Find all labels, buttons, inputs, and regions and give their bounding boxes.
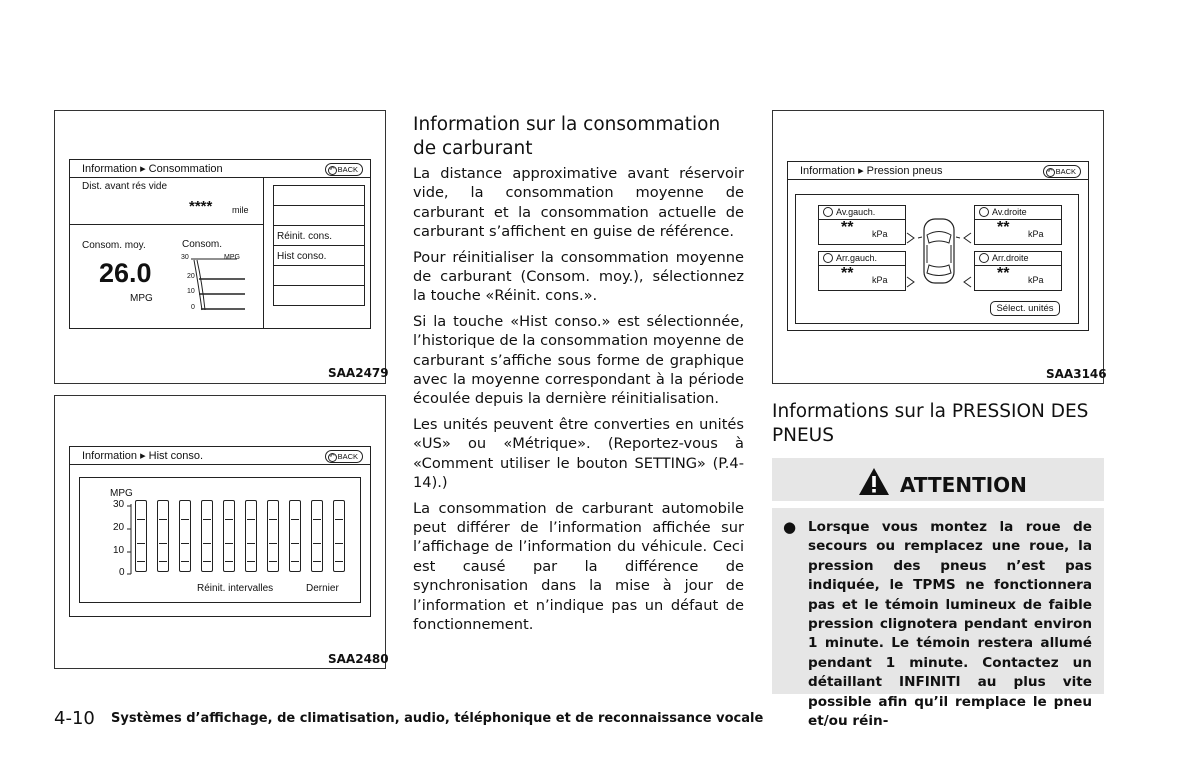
- history-bar: [223, 500, 235, 572]
- consumption-screen: [69, 159, 371, 329]
- back-button[interactable]: ↶ BACK: [325, 450, 363, 463]
- figure-tire-pressure: [772, 110, 1107, 384]
- tire-rear-left: Arr.gauch. ** kPa: [818, 251, 906, 291]
- reset-intervals-label: Réinit. intervalles: [197, 583, 274, 594]
- chapter-title: Systèmes d’affichage, de climatisation, audio, téléphonique et de reconnaissance vocale: [111, 711, 764, 726]
- divider: [70, 464, 370, 465]
- average-label: Consom. moy.: [82, 240, 146, 251]
- current-label: Consom.: [182, 239, 223, 250]
- page-number: 4-10: [54, 708, 95, 729]
- y-tick: 30: [113, 499, 125, 510]
- attention-banner: [772, 458, 1104, 501]
- warning-block: [772, 508, 1104, 730]
- gauge-tick: 20: [187, 273, 195, 280]
- average-unit: MPG: [130, 293, 153, 304]
- history-graph: [79, 477, 361, 603]
- menu-item[interactable]: [273, 185, 365, 206]
- tire-icon: [823, 207, 833, 217]
- history-bar: [157, 500, 169, 572]
- back-button[interactable]: ↶ BACK: [1043, 165, 1081, 178]
- back-arrow-icon: ↶: [1047, 168, 1053, 175]
- back-arrow-icon: ↶: [329, 166, 335, 173]
- divider: [788, 179, 1088, 180]
- tire-icon: [823, 253, 833, 263]
- y-tick: 10: [113, 545, 125, 556]
- y-axis: [124, 502, 132, 576]
- divider: [70, 177, 370, 178]
- distance-value: ****: [189, 198, 213, 215]
- figure-code: SAA3146: [1046, 367, 1107, 381]
- average-value: 26.0: [99, 258, 152, 288]
- gauge-tick: 10: [187, 288, 195, 295]
- y-tick: 20: [113, 522, 125, 533]
- paragraph: Si la touche «Hist conso.» est sélectionnée, l’historique de la consommation moyenne de carburant s’affiche sous forme de graphique avec la moyenne correspondant à la période écoulée depuis la dernière réinitialisation.: [413, 312, 744, 408]
- select-units-button[interactable]: Sélect. unités: [990, 301, 1060, 316]
- distance-unit: mile: [232, 205, 249, 215]
- current-consumption-gauge: [175, 252, 255, 314]
- history-bar: [245, 500, 257, 572]
- tire-rear-right: Arr.droite ** kPa: [974, 251, 1062, 291]
- figure-fuel-consumption: [54, 110, 389, 384]
- history-bar: [179, 500, 191, 572]
- history-bar: [135, 500, 147, 572]
- y-tick: 0: [119, 567, 125, 578]
- menu-item[interactable]: [273, 285, 365, 306]
- warning-triangle-icon: [858, 467, 890, 496]
- figure-code: SAA2480: [328, 652, 389, 666]
- attention-label: ATTENTION: [900, 473, 1027, 497]
- section-heading: Information sur la consommation de carburant: [413, 114, 721, 159]
- screen-title: Information ▸ Pression pneus: [800, 165, 943, 177]
- y-axis-unit: MPG: [110, 488, 133, 499]
- paragraph: Pour réinitialiser la consommation moyenne de carburant (Consom. moy.), sélectionnez la touche «Réinit. cons.».: [413, 248, 744, 305]
- distance-label: Dist. avant rés vide: [82, 181, 168, 192]
- section-heading: Informations sur la PRESSION DES PNEUS: [772, 401, 1089, 446]
- reset-consumption-button[interactable]: Réinit. cons.: [273, 225, 365, 246]
- history-button[interactable]: Hist conso.: [273, 245, 365, 266]
- divider: [263, 177, 264, 328]
- history-bar: [333, 500, 345, 572]
- gauge-tick: 0: [191, 304, 195, 311]
- paragraph: La distance approximative avant réservoir vide, la consommation moyenne de carburant et la consommation actuelle de carburant s’affichent en guise de référence.: [413, 165, 744, 241]
- screen-title: Information ▸ Hist conso.: [82, 450, 204, 462]
- figure-consumption-history: [54, 395, 389, 669]
- paragraph: La consommation de carburant automobile peut différer de l’information affichée sur l’affichage de l’information du véhicule. Ceci est causé par la différence de synchronisation dans la mise à jour de l’information et n’indique pas un défaut de fonctionnement.: [413, 499, 744, 633]
- back-arrow-icon: ↶: [329, 453, 335, 460]
- tire-icon: [979, 207, 989, 217]
- gauge-tick: 30: [181, 254, 189, 261]
- tire-pressure-screen: [787, 161, 1089, 331]
- bullet-icon: ●: [783, 518, 797, 536]
- car-top-view-icon: [904, 207, 974, 289]
- tire-panel: [795, 194, 1079, 324]
- menu-item[interactable]: [273, 205, 365, 226]
- history-screen: [69, 446, 371, 617]
- divider: [70, 224, 263, 225]
- menu-item[interactable]: [273, 265, 365, 286]
- last-label: Dernier: [306, 583, 339, 594]
- paragraph: Les unités peuvent être converties en unités «US» ou «Métrique». (Reportez-vous à «Comment utiliser le bouton SETTING» (P.4-14).): [413, 415, 744, 492]
- warning-text: Lorsque vous montez la roue de secours ou remplacez une roue, la pression des pneus n’est pas indiquée, le TPMS ne fonctionnera pas et le témoin lumineux de faible pression clignotera pendant environ 1 minute. Le témoin restera allumé pendant 1 minute. Contactez un détaillant INFINITI au plus vite possible afin qu’il remplace le pneu et/ou réin-: [808, 519, 1092, 730]
- tire-front-left: Av.gauch. ** kPa: [818, 205, 906, 245]
- history-bar: [201, 500, 213, 572]
- gauge-unit: MPG: [224, 254, 240, 261]
- section-body: [413, 164, 744, 640]
- back-button[interactable]: ↶ BACK: [325, 163, 363, 176]
- history-bar: [289, 500, 301, 572]
- tire-icon: [979, 253, 989, 263]
- screen-title: Information ▸ Consommation: [82, 163, 223, 175]
- tire-front-right: Av.droite ** kPa: [974, 205, 1062, 245]
- history-bar: [311, 500, 323, 572]
- figure-code: SAA2479: [328, 366, 389, 380]
- history-bar: [267, 500, 279, 572]
